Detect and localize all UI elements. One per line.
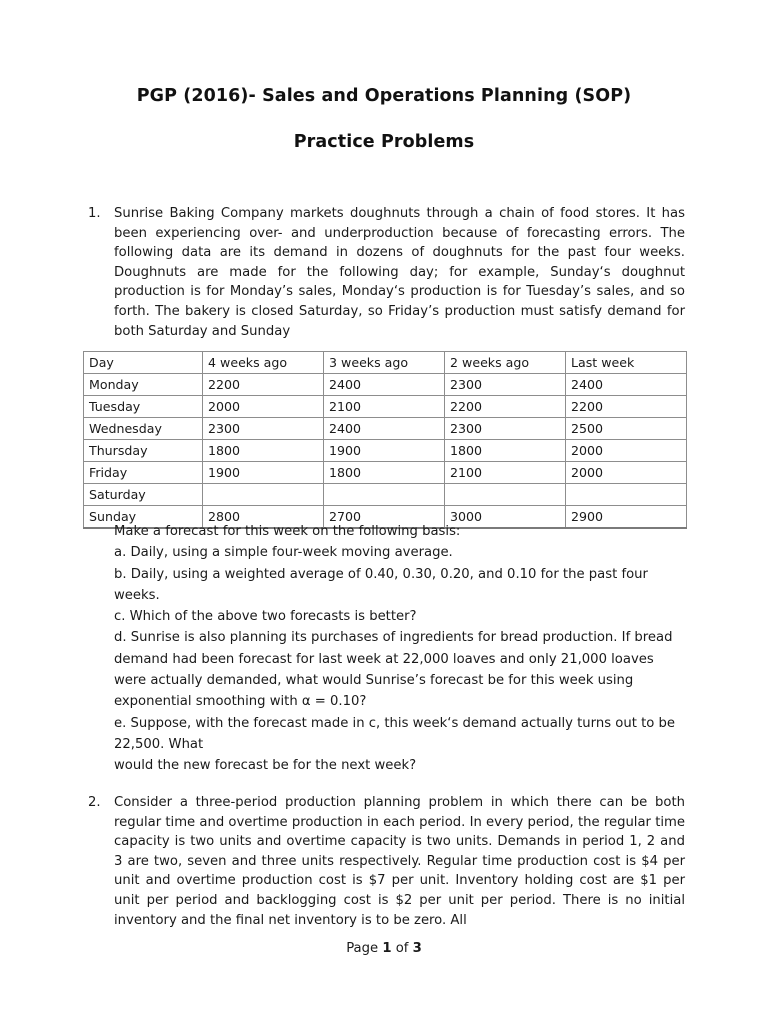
subquestion-c: c. Which of the above two forecasts is better? — [114, 609, 417, 625]
subquestion-list — [114, 521, 680, 777]
table-cell-value: 2400 — [324, 418, 445, 440]
footer-page-middle: of — [391, 941, 413, 956]
table-cell-day: Sunday — [84, 506, 203, 529]
table-header-cell: 3 weeks ago — [324, 352, 445, 374]
demand-data-table — [83, 351, 687, 529]
table-cell-value — [203, 484, 324, 506]
table-cell-value: 1800 — [445, 440, 566, 462]
table-cell-value: 1800 — [203, 440, 324, 462]
table-cell-value: 2700 — [324, 506, 445, 529]
table-cell-value: 2300 — [203, 418, 324, 440]
table-cell-value — [324, 484, 445, 506]
table-cell-value: 1800 — [324, 462, 445, 484]
footer-page-prefix: Page — [346, 941, 383, 956]
subquestion-e: e. Suppose, with the forecast made in c, this week‘s demand actually turns out to be 22,500. What — [114, 715, 675, 752]
table-row — [84, 484, 687, 506]
problem-item — [85, 793, 685, 930]
table-row — [84, 396, 687, 418]
table-cell-day: Friday — [84, 462, 203, 484]
table-row — [84, 418, 687, 440]
table-cell-day: Wednesday — [84, 418, 203, 440]
table-header-cell: Day — [84, 352, 203, 374]
table-cell-day: Tuesday — [84, 396, 203, 418]
subquestion-e-continued: would the new forecast be for the next week? — [114, 758, 417, 774]
table-cell-value: 2000 — [203, 396, 324, 418]
problem-number: 2. — [88, 795, 101, 810]
problem-number: 1. — [88, 206, 101, 221]
table-header-cell: 2 weeks ago — [445, 352, 566, 374]
table-cell-value: 2400 — [324, 374, 445, 396]
table-cell-day: Thursday — [84, 440, 203, 462]
problem-item — [85, 204, 685, 341]
table-cell-value: 2800 — [203, 506, 324, 529]
table-cell-value: 2500 — [566, 418, 687, 440]
table-header-cell: 4 weeks ago — [203, 352, 324, 374]
footer-total-pages: 3 — [412, 941, 422, 956]
table-cell-day: Saturday — [84, 484, 203, 506]
table-cell-value: 2200 — [566, 396, 687, 418]
table-cell-value: 1900 — [203, 462, 324, 484]
table-cell-value: 2900 — [566, 506, 687, 529]
table-header-cell: Last week — [566, 352, 687, 374]
table-cell-value: 3000 — [445, 506, 566, 529]
problem-text: Sunrise Baking Company markets doughnuts through a chain of food stores. It has been experiencing over- and underproduction because of forecasting errors. The following data are its demand in dozens of doughnuts for the past four weeks. Doughnuts are made for the following day; for example, Sunday‘s doughnut production is for Monday’s sales, Monday‘s production is for Tuesday’s sales, and so forth. The bakery is closed Saturday, so Friday’s production must satisfy demand for both Saturday and Sunday — [114, 206, 685, 339]
page-footer — [0, 941, 768, 956]
table-cell-value: 2000 — [566, 440, 687, 462]
table-cell-value: 2300 — [445, 374, 566, 396]
table-cell-value: 2100 — [324, 396, 445, 418]
table-cell-value: 2400 — [566, 374, 687, 396]
page-title: PGP (2016)- Sales and Operations Planning (SOP) — [136, 86, 632, 106]
table-cell-value: 2000 — [566, 462, 687, 484]
table-row — [84, 440, 687, 462]
table-cell-value: 2100 — [445, 462, 566, 484]
table-header-row — [84, 352, 687, 374]
table-cell-value: 2300 — [445, 418, 566, 440]
table-row — [84, 462, 687, 484]
table-cell-value: 2200 — [203, 374, 324, 396]
table-cell-value — [566, 484, 687, 506]
subquestion-a: a. Daily, using a simple four-week moving average. — [114, 545, 453, 561]
footer-current-page: 1 — [382, 941, 392, 956]
table-cell-value: 1900 — [324, 440, 445, 462]
subquestion-b: b. Daily, using a weighted average of 0.40, 0.30, 0.20, and 0.10 for the past four weeks. — [114, 566, 648, 603]
problem-text: Consider a three-period production planning problem in which there can be both regular time and overtime production in each period. In every period, the regular time capacity is two units and overtime capacity is two units. Demands in period 1, 2 and 3 are two, seven and three units respectively. Regular time production cost is $4 per unit and overtime production cost is $7 per unit. Inventory holding cost are $1 per unit per period and backlogging cost is $2 per unit per period. There is no initial inventory and the final net inventory is to be zero. All — [114, 795, 685, 928]
subquestion-lead: Make a forecast for this week on the following basis: — [114, 524, 461, 539]
table-cell-value — [445, 484, 566, 506]
subquestion-d: d. Sunrise is also planning its purchases of ingredients for bread production. If bread demand had been forecast for last week at 22,000 loaves and only 21,000 loaves were actually demanded, what would Sunrise’s forecast be for this week using exponential smoothing with α = 0.10? — [114, 630, 673, 710]
table-cell-value: 2200 — [445, 396, 566, 418]
table-cell-day: Monday — [84, 374, 203, 396]
page-subtitle: Practice Problems — [293, 132, 475, 152]
table-row — [84, 374, 687, 396]
